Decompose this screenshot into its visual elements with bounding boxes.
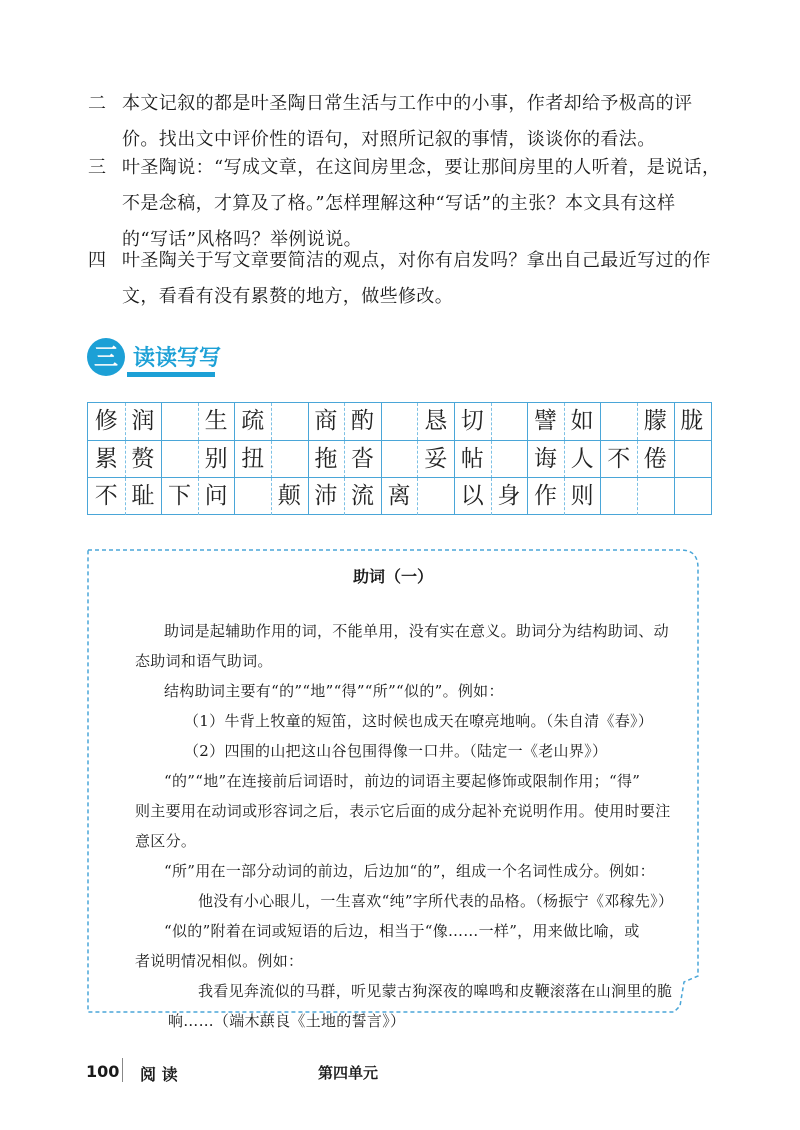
vocab-char: 如 — [570, 408, 594, 434]
vocab-cell — [527, 441, 564, 478]
vocab-cell — [527, 403, 564, 440]
vocab-char: 帖 — [460, 446, 484, 472]
grid-divider — [491, 441, 492, 478]
paragraph: 意区分。 — [135, 832, 197, 850]
grid-divider — [271, 403, 272, 440]
example: （2）四围的山把这山谷包围得像一口井。（陆定一《老山界》） — [184, 742, 608, 760]
vocab-char: 问 — [204, 483, 228, 509]
footer-divider — [122, 1058, 123, 1082]
vocab-char: 身 — [497, 483, 521, 509]
grid-divider — [234, 403, 235, 440]
grid-divider — [344, 478, 345, 515]
grid-divider — [381, 403, 382, 440]
vocab-char: 倦 — [643, 446, 667, 472]
vocab-cell — [161, 478, 198, 515]
question-4 — [88, 243, 728, 315]
grid-divider — [454, 478, 455, 515]
vocab-char: 颠 — [277, 483, 301, 509]
grid-divider — [674, 478, 675, 515]
vocab-row — [88, 403, 711, 440]
vocab-cell — [491, 441, 528, 478]
vocab-cell — [271, 478, 308, 515]
vocab-char: 不 — [607, 446, 631, 472]
vocab-cell — [125, 478, 162, 515]
vocab-cell — [674, 441, 711, 478]
grid-divider — [234, 441, 235, 478]
question-2 — [88, 86, 728, 158]
vocab-cell — [637, 403, 674, 440]
vocab-char: 以 — [460, 483, 484, 509]
vocab-char: 疏 — [241, 408, 265, 434]
vocab-cell — [454, 478, 491, 515]
vocab-char: 拖 — [314, 446, 338, 472]
vocab-char: 诲 — [533, 446, 557, 472]
vocab-char: 恳 — [424, 408, 448, 434]
vocab-cell — [454, 441, 491, 478]
vocab-row — [88, 477, 711, 515]
grid-divider — [674, 403, 675, 440]
section-heading — [87, 338, 227, 382]
grid-divider — [417, 403, 418, 440]
vocab-char: 生 — [204, 408, 228, 434]
vocab-char: 切 — [460, 408, 484, 434]
vocab-row — [88, 440, 711, 478]
paragraph: 助词是起辅助作用的词，不能单用，没有实在意义。助词分为结构助词、动 — [164, 622, 669, 640]
vocab-cell — [417, 403, 454, 440]
vocab-cell — [600, 478, 637, 515]
grid-divider — [125, 478, 126, 515]
vocab-cell — [161, 441, 198, 478]
paragraph: “似的”附着在词或短语的后边，相当于“像……一样”，用来做比喻，或 — [164, 922, 640, 940]
question-line: 叶圣陶说：“写成文章，在这间房里念，要让那间房里的人听着，是说话， — [122, 157, 721, 178]
grid-divider — [637, 478, 638, 515]
vocab-char: 胧 — [680, 408, 704, 434]
vocab-cell — [88, 478, 125, 515]
vocab-grid — [87, 402, 712, 515]
grammar-box — [86, 536, 700, 1030]
question-line: 不是念稿，才算及了格。”怎样理解这种“写话”的主张？本文具有这样 — [122, 193, 676, 214]
section-number-badge: 三 — [87, 338, 125, 376]
grid-divider — [674, 441, 675, 478]
vocab-char: 扭 — [241, 446, 265, 472]
vocab-cell — [454, 403, 491, 440]
vocab-cell — [88, 403, 125, 440]
vocab-cell — [234, 478, 271, 515]
vocab-char: 赘 — [131, 446, 155, 472]
grid-divider — [198, 478, 199, 515]
vocab-cell — [125, 441, 162, 478]
grid-divider — [417, 441, 418, 478]
question-line: 叶圣陶关于写文章要简洁的观点，对你有启发吗？拿出自己最近写过的作 — [122, 250, 711, 271]
paragraph: 态助词和语气助词。 — [135, 652, 273, 670]
vocab-cell — [125, 403, 162, 440]
vocab-char: 修 — [94, 408, 118, 434]
example: 他没有小心眼儿，一生喜欢“纯”字所代表的品格。（杨振宁《邓稼先》） — [198, 892, 674, 910]
grid-divider — [527, 441, 528, 478]
vocab-cell — [271, 441, 308, 478]
vocab-char: 人 — [570, 446, 594, 472]
vocab-cell — [381, 478, 418, 515]
vocab-char: 累 — [94, 446, 118, 472]
vocab-cell — [564, 478, 601, 515]
grid-divider — [527, 403, 528, 440]
vocab-char: 作 — [533, 483, 557, 509]
grid-divider — [198, 441, 199, 478]
question-line: 文，看看有没有累赘的地方，做些修改。 — [122, 286, 454, 307]
section-title: 读读写写 — [133, 346, 222, 371]
vocab-char: 下 — [167, 483, 191, 509]
section-underline — [127, 372, 215, 377]
vocab-cell — [600, 441, 637, 478]
question-number: 二 — [88, 93, 106, 114]
vocab-cell — [600, 403, 637, 440]
grid-divider — [271, 478, 272, 515]
vocab-cell — [308, 441, 345, 478]
example: 我看见奔流似的马群，听见蒙古狗深夜的嗥鸣和皮鞭滚落在山涧里的脆 — [198, 982, 673, 1000]
grid-divider — [600, 441, 601, 478]
grammar-title: 助词（一） — [352, 567, 433, 586]
grid-divider — [564, 478, 565, 515]
grid-divider — [308, 441, 309, 478]
example: （1）牛背上牧童的短笛，这时候也成天在嘹亮地响。（朱自清《春》） — [184, 712, 654, 730]
vocab-cell — [344, 478, 381, 515]
grid-divider — [125, 441, 126, 478]
grid-divider — [161, 403, 162, 440]
vocab-cell — [381, 403, 418, 440]
grid-divider — [344, 441, 345, 478]
vocab-char: 酌 — [350, 408, 374, 434]
grid-divider — [381, 478, 382, 515]
vocab-cell — [674, 478, 711, 515]
vocab-cell — [234, 403, 271, 440]
vocab-char: 商 — [314, 408, 338, 434]
page-number: 100 — [86, 1062, 120, 1081]
vocab-cell — [308, 403, 345, 440]
vocab-cell — [637, 478, 674, 515]
vocab-cell — [564, 441, 601, 478]
example: 响……（端木蕻良《土地的誓言》） — [168, 1012, 406, 1030]
footer-section: 阅 读 — [140, 1065, 178, 1084]
question-3 — [88, 150, 728, 258]
grid-divider — [564, 403, 565, 440]
grid-divider — [271, 441, 272, 478]
grid-divider — [600, 478, 601, 515]
vocab-char: 譬 — [533, 408, 557, 434]
vocab-char: 耻 — [131, 483, 155, 509]
vocab-char: 沛 — [314, 483, 338, 509]
paragraph: “所”用在一部分动词的前边，后边加“的”，组成一个名词性成分。例如： — [164, 862, 655, 880]
grid-divider — [637, 403, 638, 440]
grid-divider — [161, 478, 162, 515]
vocab-cell — [417, 441, 454, 478]
vocab-cell — [308, 478, 345, 515]
vocab-cell — [271, 403, 308, 440]
vocab-char: 不 — [94, 483, 118, 509]
footer-unit: 第四单元 — [318, 1064, 379, 1082]
grid-divider — [234, 478, 235, 515]
grid-divider — [454, 441, 455, 478]
grid-divider — [417, 478, 418, 515]
paragraph: 则主要用在动词或形容词之后，表示它后面的成分起补充说明作用。使用时要注 — [135, 802, 671, 820]
vocab-cell — [674, 403, 711, 440]
paragraph: 结构助词主要有“的”“地”“得”“所”“似的”。例如： — [164, 682, 504, 700]
grid-divider — [564, 441, 565, 478]
vocab-char: 妥 — [424, 446, 448, 472]
grid-divider — [161, 441, 162, 478]
vocab-cell — [637, 441, 674, 478]
vocab-char: 离 — [387, 483, 411, 509]
grid-divider — [527, 478, 528, 515]
vocab-cell — [88, 441, 125, 478]
vocab-cell — [198, 478, 235, 515]
vocab-cell — [161, 403, 198, 440]
vocab-char: 润 — [131, 408, 155, 434]
grid-divider — [454, 403, 455, 440]
grid-divider — [198, 403, 199, 440]
grid-divider — [308, 403, 309, 440]
question-line: 本文记叙的都是叶圣陶日常生活与工作中的小事，作者却给予极高的评 — [122, 93, 693, 114]
vocab-cell — [344, 403, 381, 440]
grid-divider — [637, 441, 638, 478]
vocab-cell — [491, 478, 528, 515]
vocab-cell — [527, 478, 564, 515]
grid-divider — [344, 403, 345, 440]
grid-divider — [381, 441, 382, 478]
question-number: 四 — [88, 250, 106, 271]
grid-divider — [600, 403, 601, 440]
grid-divider — [491, 403, 492, 440]
paragraph: 者说明情况相似。例如： — [135, 952, 304, 970]
grid-divider — [125, 403, 126, 440]
vocab-cell — [417, 478, 454, 515]
vocab-cell — [564, 403, 601, 440]
grid-divider — [491, 478, 492, 515]
vocab-char: 别 — [204, 446, 228, 472]
vocab-char: 流 — [350, 483, 374, 509]
paragraph: “的”“地”在连接前后词语时，前边的词语主要起修饰或限制作用；“得” — [164, 772, 641, 790]
vocab-cell — [198, 403, 235, 440]
vocab-cell — [344, 441, 381, 478]
vocab-cell — [491, 403, 528, 440]
question-number: 三 — [88, 157, 106, 178]
vocab-char: 沓 — [350, 446, 374, 472]
vocab-cell — [198, 441, 235, 478]
grid-divider — [308, 478, 309, 515]
vocab-cell — [234, 441, 271, 478]
vocab-cell — [381, 441, 418, 478]
vocab-char: 则 — [570, 483, 594, 509]
question-line: 价。找出文中评价性的语句，对照所记叙的事情，谈谈你的看法。 — [122, 129, 656, 150]
vocab-char: 朦 — [643, 408, 667, 434]
question-line: 的“写话”风格吗？举例说说。 — [122, 229, 363, 250]
